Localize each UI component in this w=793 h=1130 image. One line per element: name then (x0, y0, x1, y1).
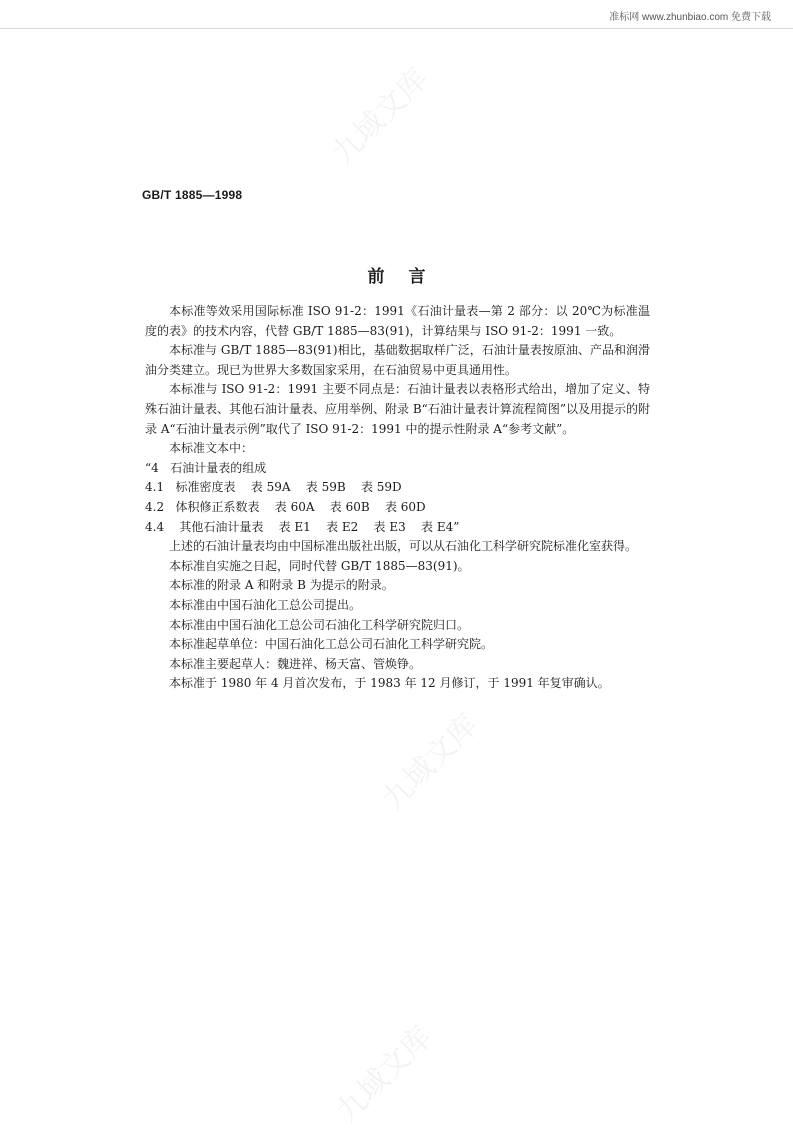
page-title: 前言 (367, 267, 450, 287)
paragraph: 本标准与 GB/T 1885—83(91)相比，基础数据取样广泛，石油计量表按原油、产品和润滑油分类建立。现已为世界大多数国家采用，在石油贸易中更具通用性。 (145, 343, 650, 377)
paragraph: 4.2 体积修正系数表 表 60A 表 60B 表 60D (145, 499, 426, 514)
document-body (145, 302, 650, 694)
watermark: 九域文库 (329, 1019, 440, 1130)
paragraph: 本标准等效采用国际标准 ISO 91-2：1991《石油计量表—第 2 部分：以 20℃为标准温度的表》的技术内容，代替 GB/T 1885—83(91)，计算结果与 ISO 91-2：1991 一致。 (145, 304, 650, 338)
paragraph: 本标准的附录 A 和附录 B 为提示的附录。 (169, 578, 394, 593)
paragraph: 本标准起草单位：中国石油化工总公司石油化工科学研究院。 (169, 637, 494, 652)
paragraph: 4.4 其他石油计量表 表 E1 表 E2 表 E3 表 E4” (145, 519, 460, 534)
paragraph: 本标准由中国石油化工总公司提出。 (169, 597, 362, 612)
standard-number: GB/T 1885—1998 (142, 188, 243, 202)
paragraph: 本标准于 1980 年 4 月首次发布，于 1983 年 12 月修订，于 1991 年复审确认。 (169, 676, 610, 691)
paragraph: 本标准文本中： (169, 441, 254, 456)
top-header-bar (0, 0, 793, 29)
watermark: 九域文库 (325, 61, 436, 172)
paragraph: 上述的石油计量表均由中国标准出版社出版，可以从石油化工科学研究院标准化室获得。 (169, 539, 638, 554)
paragraph: 本标准与 ISO 91-2：1991 主要不同点是：石油计量表以表格形式给出，增加了定义、特殊石油计量表、其他石油计量表、应用举例、附录 B“石油计量表计算流程简图”以及用提示的附录 A“石油计量表示例”取代了 ISO 91-2：1991 中的提示性附录 A“参考文献”。 (145, 382, 650, 436)
paragraph: “4 石油计量表的组成 (145, 460, 267, 475)
paragraph: 本标准主要起草人：魏进祥、杨天富、管焕铮。 (169, 656, 422, 671)
paragraph: 4.1 标准密度表 表 59A 表 59B 表 59D (145, 480, 402, 495)
site-banner-text: 准标网 www.zhunbiao.com 免费下载 (609, 12, 771, 23)
watermark: 九域文库 (375, 707, 486, 818)
paragraph: 本标准由中国石油化工总公司石油化工科学研究院归口。 (169, 617, 470, 632)
paragraph: 本标准自实施之日起，同时代替 GB/T 1885—83(91)。 (169, 558, 470, 573)
